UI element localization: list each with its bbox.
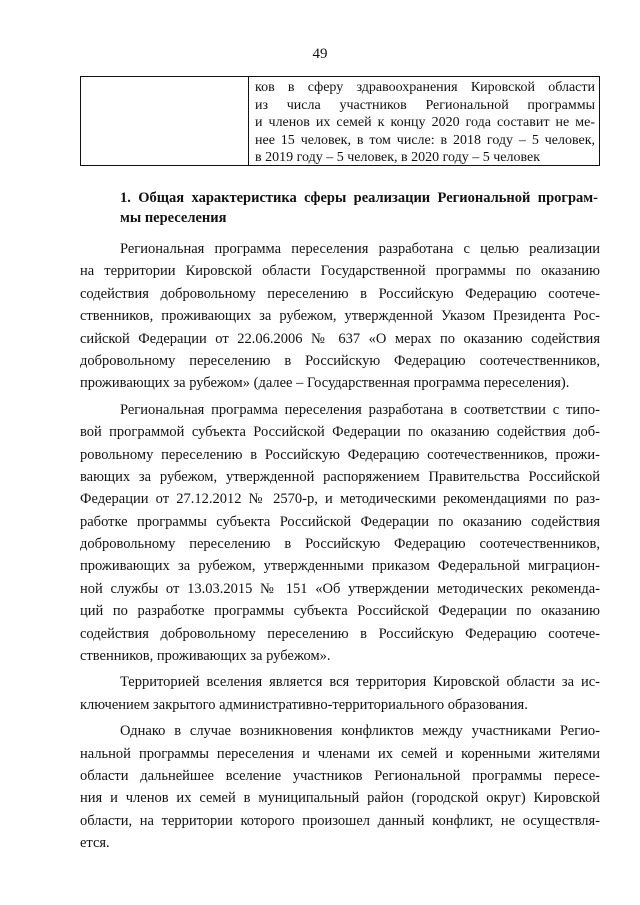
paragraph-line: области, на территории которого произошел данный конфликт, не осуществля-	[80, 812, 600, 829]
paragraph-line: сийской Федерации от 22.06.2006 № 637 «О мерах по оказанию содействия	[80, 330, 600, 347]
paragraph-line: ровольному переселению в Российскую Федерацию соотечественников, прожи-	[80, 446, 600, 463]
paragraph-line: Региональная программа переселения разработана в соответствии с типо-	[120, 401, 600, 418]
paragraph-line: области дальнейшее вселение участников Региональной программы пересе-	[80, 767, 600, 784]
paragraph-line: ственников, проживающих за рубежом».	[80, 648, 331, 665]
table-text-line: в 2019 году – 5 человек, в 2020 году – 5 человек	[255, 150, 541, 165]
paragraph-line: ния и членов их семей в муниципальный район (городской округ) Кировской	[80, 790, 600, 807]
paragraph-line: Однако в случае возникновения конфликтов между участниками Регио-	[120, 723, 600, 740]
paragraph	[80, 238, 600, 395]
continuation-table	[80, 76, 600, 166]
paragraph-line: добровольному переселению в Российскую Федерацию соотечественников,	[80, 352, 600, 369]
paragraph	[80, 399, 600, 668]
paragraph-line: нальной программы переселения и членами их семей и коренными жителями	[80, 745, 600, 762]
table-text-line: из числа участников Региональной программы	[255, 97, 595, 113]
section-heading-line: мы переселения	[120, 210, 227, 226]
paragraph-line: на территории Кировской области Государственной программы по оказанию	[80, 263, 600, 280]
body-text	[80, 238, 600, 855]
paragraph-line: проживающих за рубежом, утвержденными приказом Федеральной миграцион-	[80, 558, 600, 575]
paragraph-line: ной службы от 13.03.2015 № 151 «Об утверждении методических рекоменда-	[80, 580, 600, 597]
paragraph-line: работке программы субъекта Российской Федерации по оказанию содействия	[80, 513, 600, 530]
section-heading	[120, 188, 598, 228]
section-heading-line: 1. Общая характеристика сферы реализации Региональной програм-	[120, 190, 598, 206]
paragraph-line: ется.	[80, 835, 110, 852]
table-text-line: нее 15 человек, в том числе: в 2018 году – 5 человек,	[255, 132, 595, 148]
paragraph	[80, 671, 600, 716]
paragraph	[80, 720, 600, 854]
paragraph-line: вой программой субъекта Российской Федерации по оказанию содействия доб-	[80, 424, 600, 441]
paragraph-line: Территорией вселения является вся территория Кировской области за ис-	[120, 674, 600, 691]
page-number: 49	[312, 46, 328, 62]
paragraph-line: проживающих за рубежом» (далее – Государственная программа переселения).	[80, 375, 570, 392]
paragraph-line: Федерации от 27.12.2012 № 2570-р, и методическими рекомендациями по раз-	[80, 491, 600, 508]
table-text-line: ков в сферу здравоохранения Кировской области	[255, 80, 595, 95]
paragraph-line: содействия добровольному переселению в Российскую Федерацию соотече-	[80, 625, 600, 642]
paragraph-line: ственников, проживающих за рубежом, утвержденной Указом Президента Рос-	[80, 308, 600, 325]
paragraph-line: добровольному переселению в Российскую Федерацию соотечественников,	[80, 536, 600, 553]
table-left-cell	[81, 77, 249, 165]
paragraph-line: Региональная программа переселения разработана с целью реализации	[120, 241, 600, 257]
table-text-line: и членов их семей к концу 2020 года составит не ме-	[255, 115, 595, 130]
paragraph-line: ций по разработке программы субъекта Российской Федерации по оказанию	[80, 603, 600, 620]
paragraph-line: вающих за рубежом, утвержденной распоряжением Правительства Российской	[80, 468, 600, 485]
table-right-cell	[249, 77, 599, 165]
paragraph-line: содействия добровольному переселению в Российскую Федерацию соотече-	[80, 285, 600, 302]
paragraph-line: ключением закрытого административно-территориального образования.	[80, 696, 528, 713]
